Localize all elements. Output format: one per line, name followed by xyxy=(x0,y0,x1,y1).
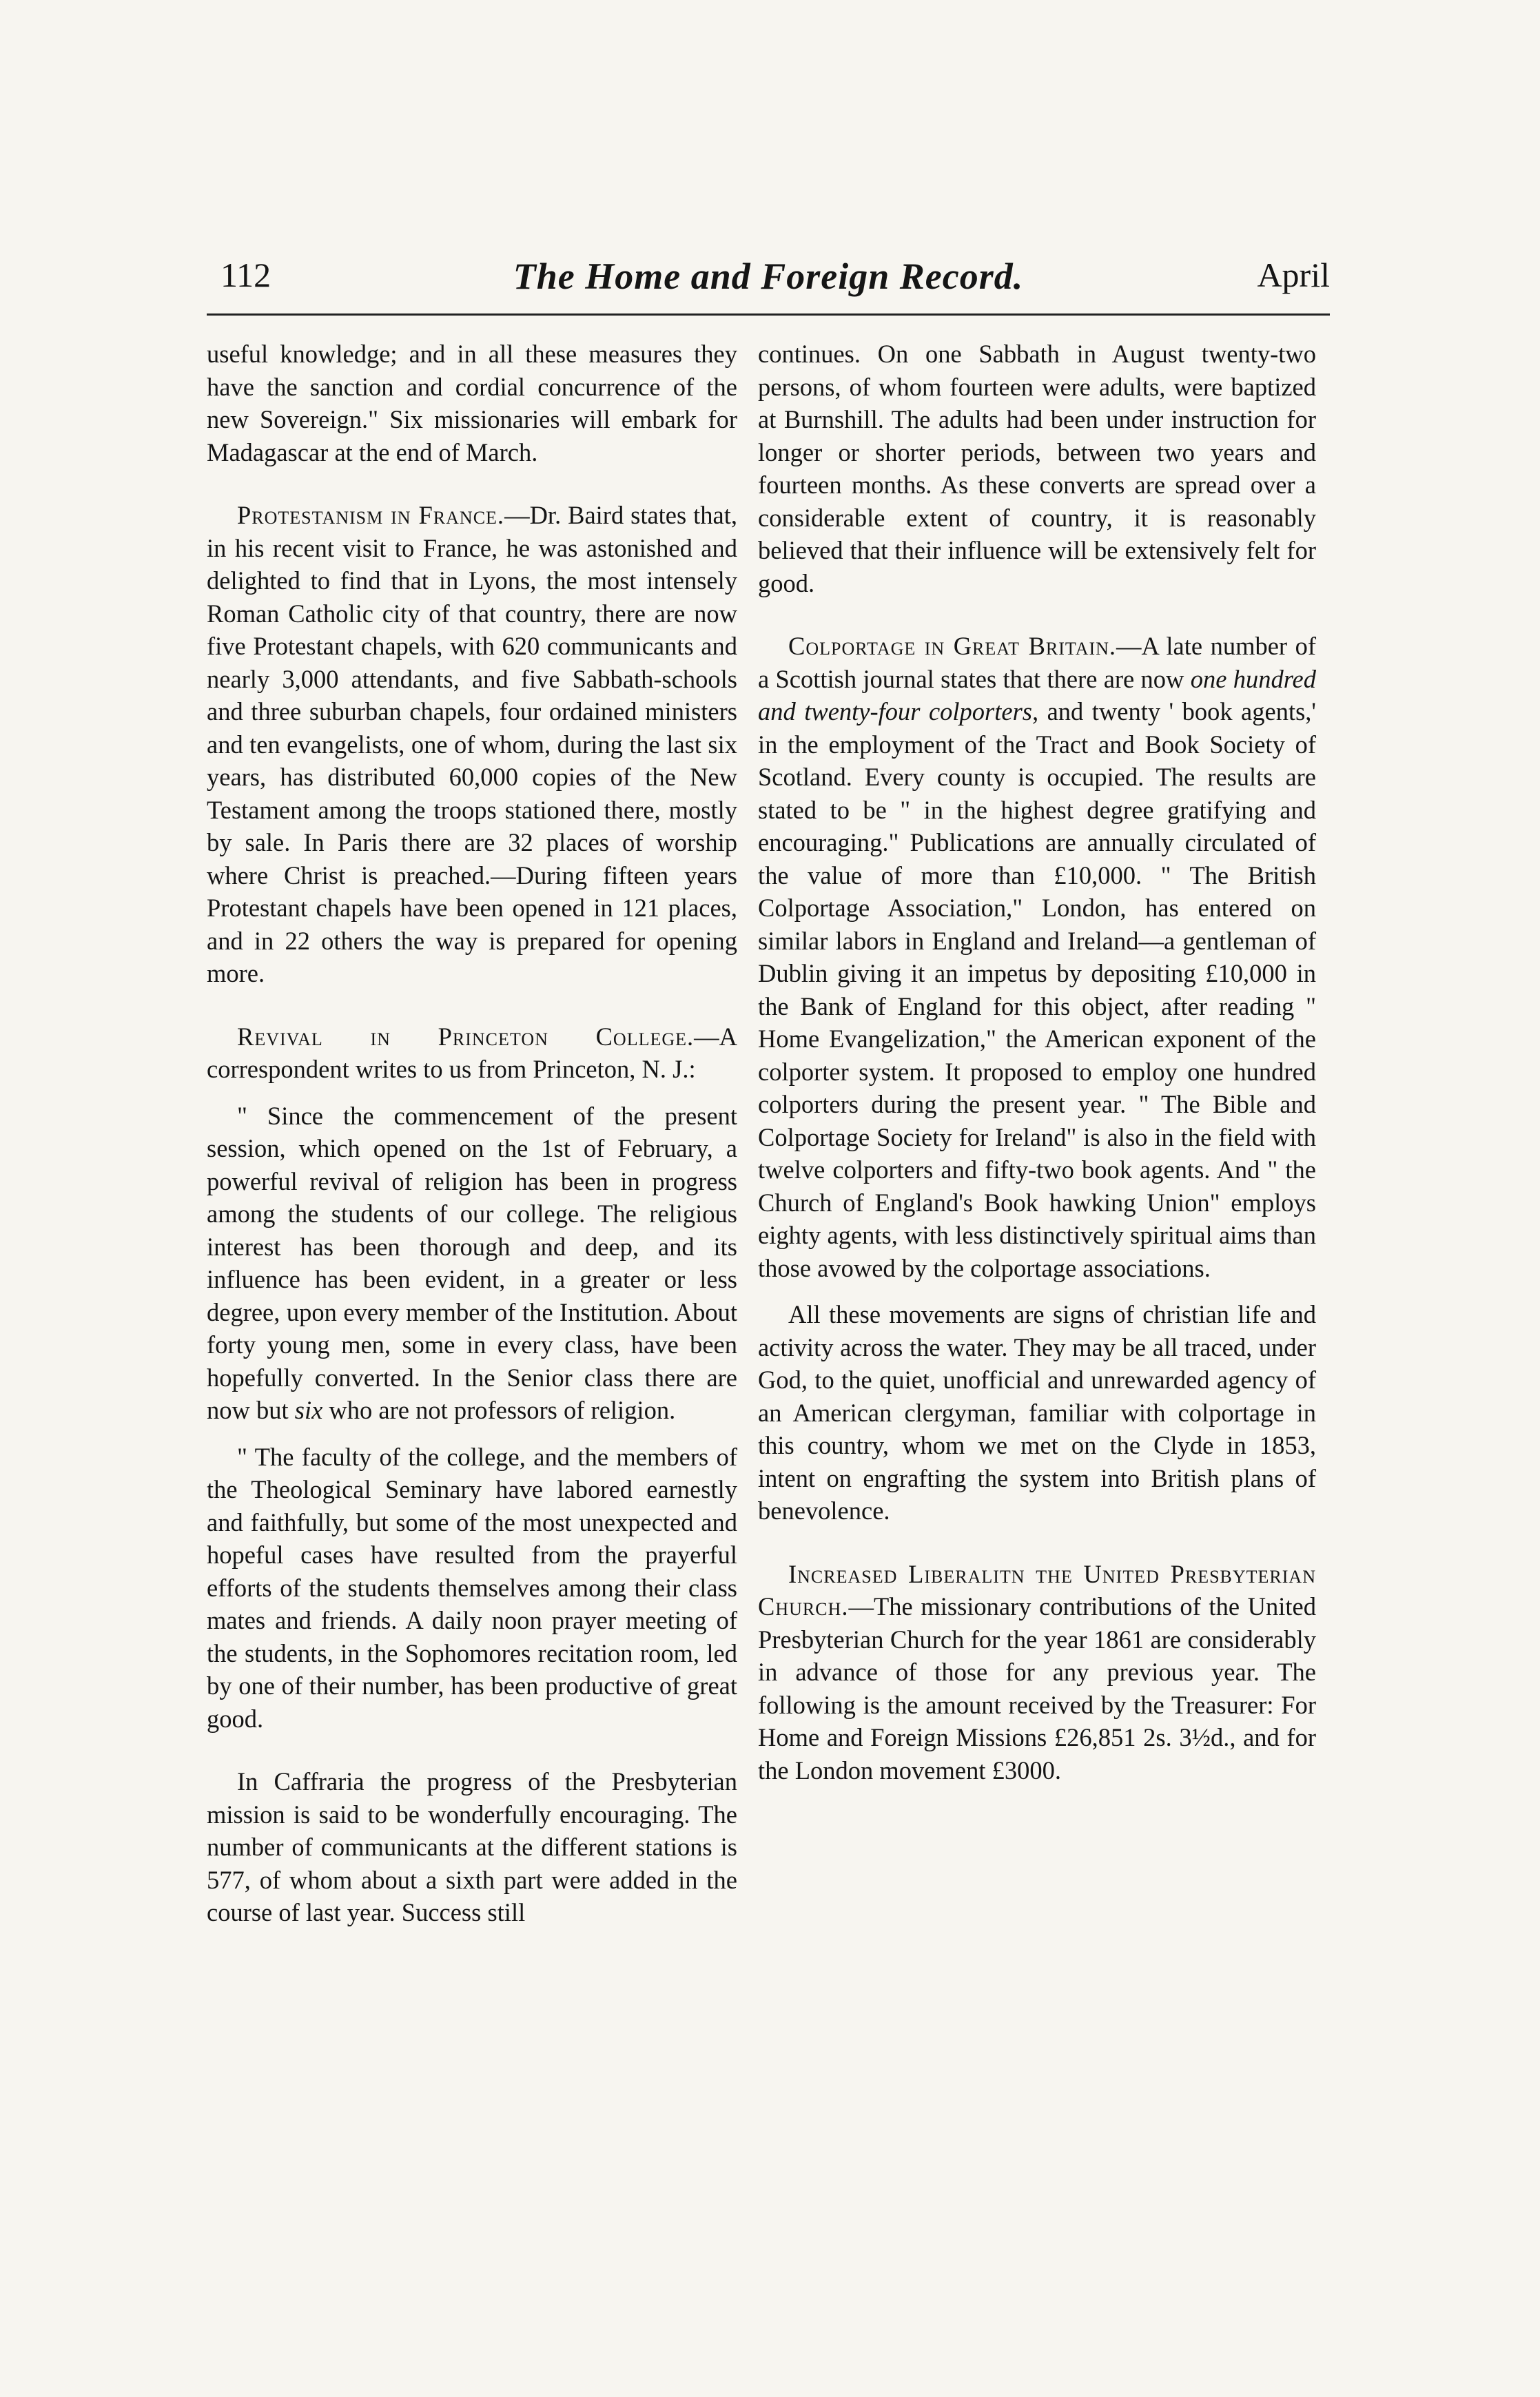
section-heading: Increased Liberalitn the United Presbyterian Church. xyxy=(758,1559,1316,1621)
section-heading: Protestanism in France. xyxy=(237,501,505,529)
page-header xyxy=(207,255,1330,303)
paragraph-princeton-quote-2: " The faculty of the college, and the members of the Theological Seminary have labored earnestly and faithfully, but some of the most unexpected and hopeful cases have resulted from the prayerful efforts of the students themselves among their class mates and friends. A daily noon prayer meeting of the students, in the Sophomores recitation room, led by one of their number, has been productive of great good. xyxy=(207,1442,737,1733)
journal-title: The Home and Foreign Record. xyxy=(513,256,1024,297)
paragraph-madagascar: useful knowledge; and in all these measures they have the sanction and cordial concurrence of the new Sovereign." Six missionaries will embark for Madagascar at the end of March. xyxy=(207,340,737,466)
page-number: 112 xyxy=(220,256,271,294)
paragraph-caffraria-continued: continues. On one Sabbath in August twenty-two persons, of whom fourteen were adults, were baptized at Burnshill. The adults had been under instruction for longer or shorter periods, between two years and fourteen months. As these converts are spread over a considerable extent of country, it is reasonably believed that their influence will be extensively felt for good. xyxy=(758,340,1316,597)
left-column xyxy=(207,338,737,1943)
section-heading: Colportage in Great Britain. xyxy=(788,632,1117,660)
issue-month: April xyxy=(1257,256,1330,294)
paragraph-princeton-quote-1: " Since the commencement of the present session, which opened on the 1st of February, a powerful revival of religion has been in progress among the students of our college. The religious interest has been thorough and deep, and its influence has been evident, in a greater or less degree, upon every member of the Institution. About forty young men, some in every class, have been hopefully converted. In the Senior class there are now but six who are not professors of religion. xyxy=(207,1101,737,1424)
paragraph-protestantism-france: Protestanism in France.—Dr. Baird states that, in his recent visit to France, he was astonished and delighted to find that in Lyons, the most intensely Roman Catholic city of that country, there are now five Protestant chapels, with 620 communicants and nearly 3,000 attendants, and five Sabbath-schools and three suburban chapels, four ordained ministers and ten evangelists, one of whom, during the last six years, has distributed 60,000 copies of the New Testament among the troops stationed there, mostly by sale. In Paris there are 32 places of worship where Christ is preached.—During fifteen years Protestant chapels have been opened in 121 places, and in 22 others the way is prepared for opening more. xyxy=(207,501,737,987)
paragraph-colportage-britain: Colportage in Great Britain.—A late number of a Scottish journal states that there are now one hundred and twenty-four colporters, and twenty ' book agents,' in the employment of the Tract and Book Society of Scotland. Every county is occupied. The results are stated to be " in the highest degree gratifying and encouraging." Publications are annually circulated of the value of more than £10,000. " The British Colportage Association," London, has entered on similar labors in England and Ireland—a gentleman of Dublin giving it an impetus by depositing £10,000 in the Bank of England for this object, after reading " Home Evangelization," the American exponent of the colporter system. It proposed to employ one hundred colporters during the present year. " The Bible and Colportage Society for Ireland" is also in the field with twelve colporters and fifty-two book agents. And " the Church of England's Book hawking Union" employs eighty agents, with less distinctively spiritual aims than those avowed by the colportage associations. xyxy=(758,632,1316,1282)
paragraph-princeton-revival: Revival in Princeton College.—A correspondent writes to us from Princeton, N. J.: xyxy=(207,1022,737,1083)
right-column xyxy=(758,338,1316,1800)
paragraph-movements: All these movements are signs of christian life and activity across the water. They may be all traced, under God, to the quiet, unofficial and unrewarded agency of an American clergyman, familiar with colportage in this country, whom we met on the Clyde in 1853, intent on engrafting the system into British plans of benevolence. xyxy=(758,1300,1316,1525)
header-rule xyxy=(207,313,1330,316)
paragraph-caffraria: In Caffraria the progress of the Presbyterian mission is said to be wonderfully encouraging. The number of communicants at the different stations is 577, of whom about a sixth part were added in the course of last year. Success still xyxy=(207,1767,737,1926)
paragraph-increased-liberality: Increased Liberalitn the United Presbyterian Church.—The missionary contributions of the United Presbyterian Church for the year 1861 are considerably in advance of those for any previous year. The following is the amount received by the Treasurer: For Home and Foreign Missions £26,851 2s. 3½d., and for the London movement £3000. xyxy=(758,1559,1316,1784)
section-heading: Revival in Princeton College. xyxy=(237,1022,695,1051)
